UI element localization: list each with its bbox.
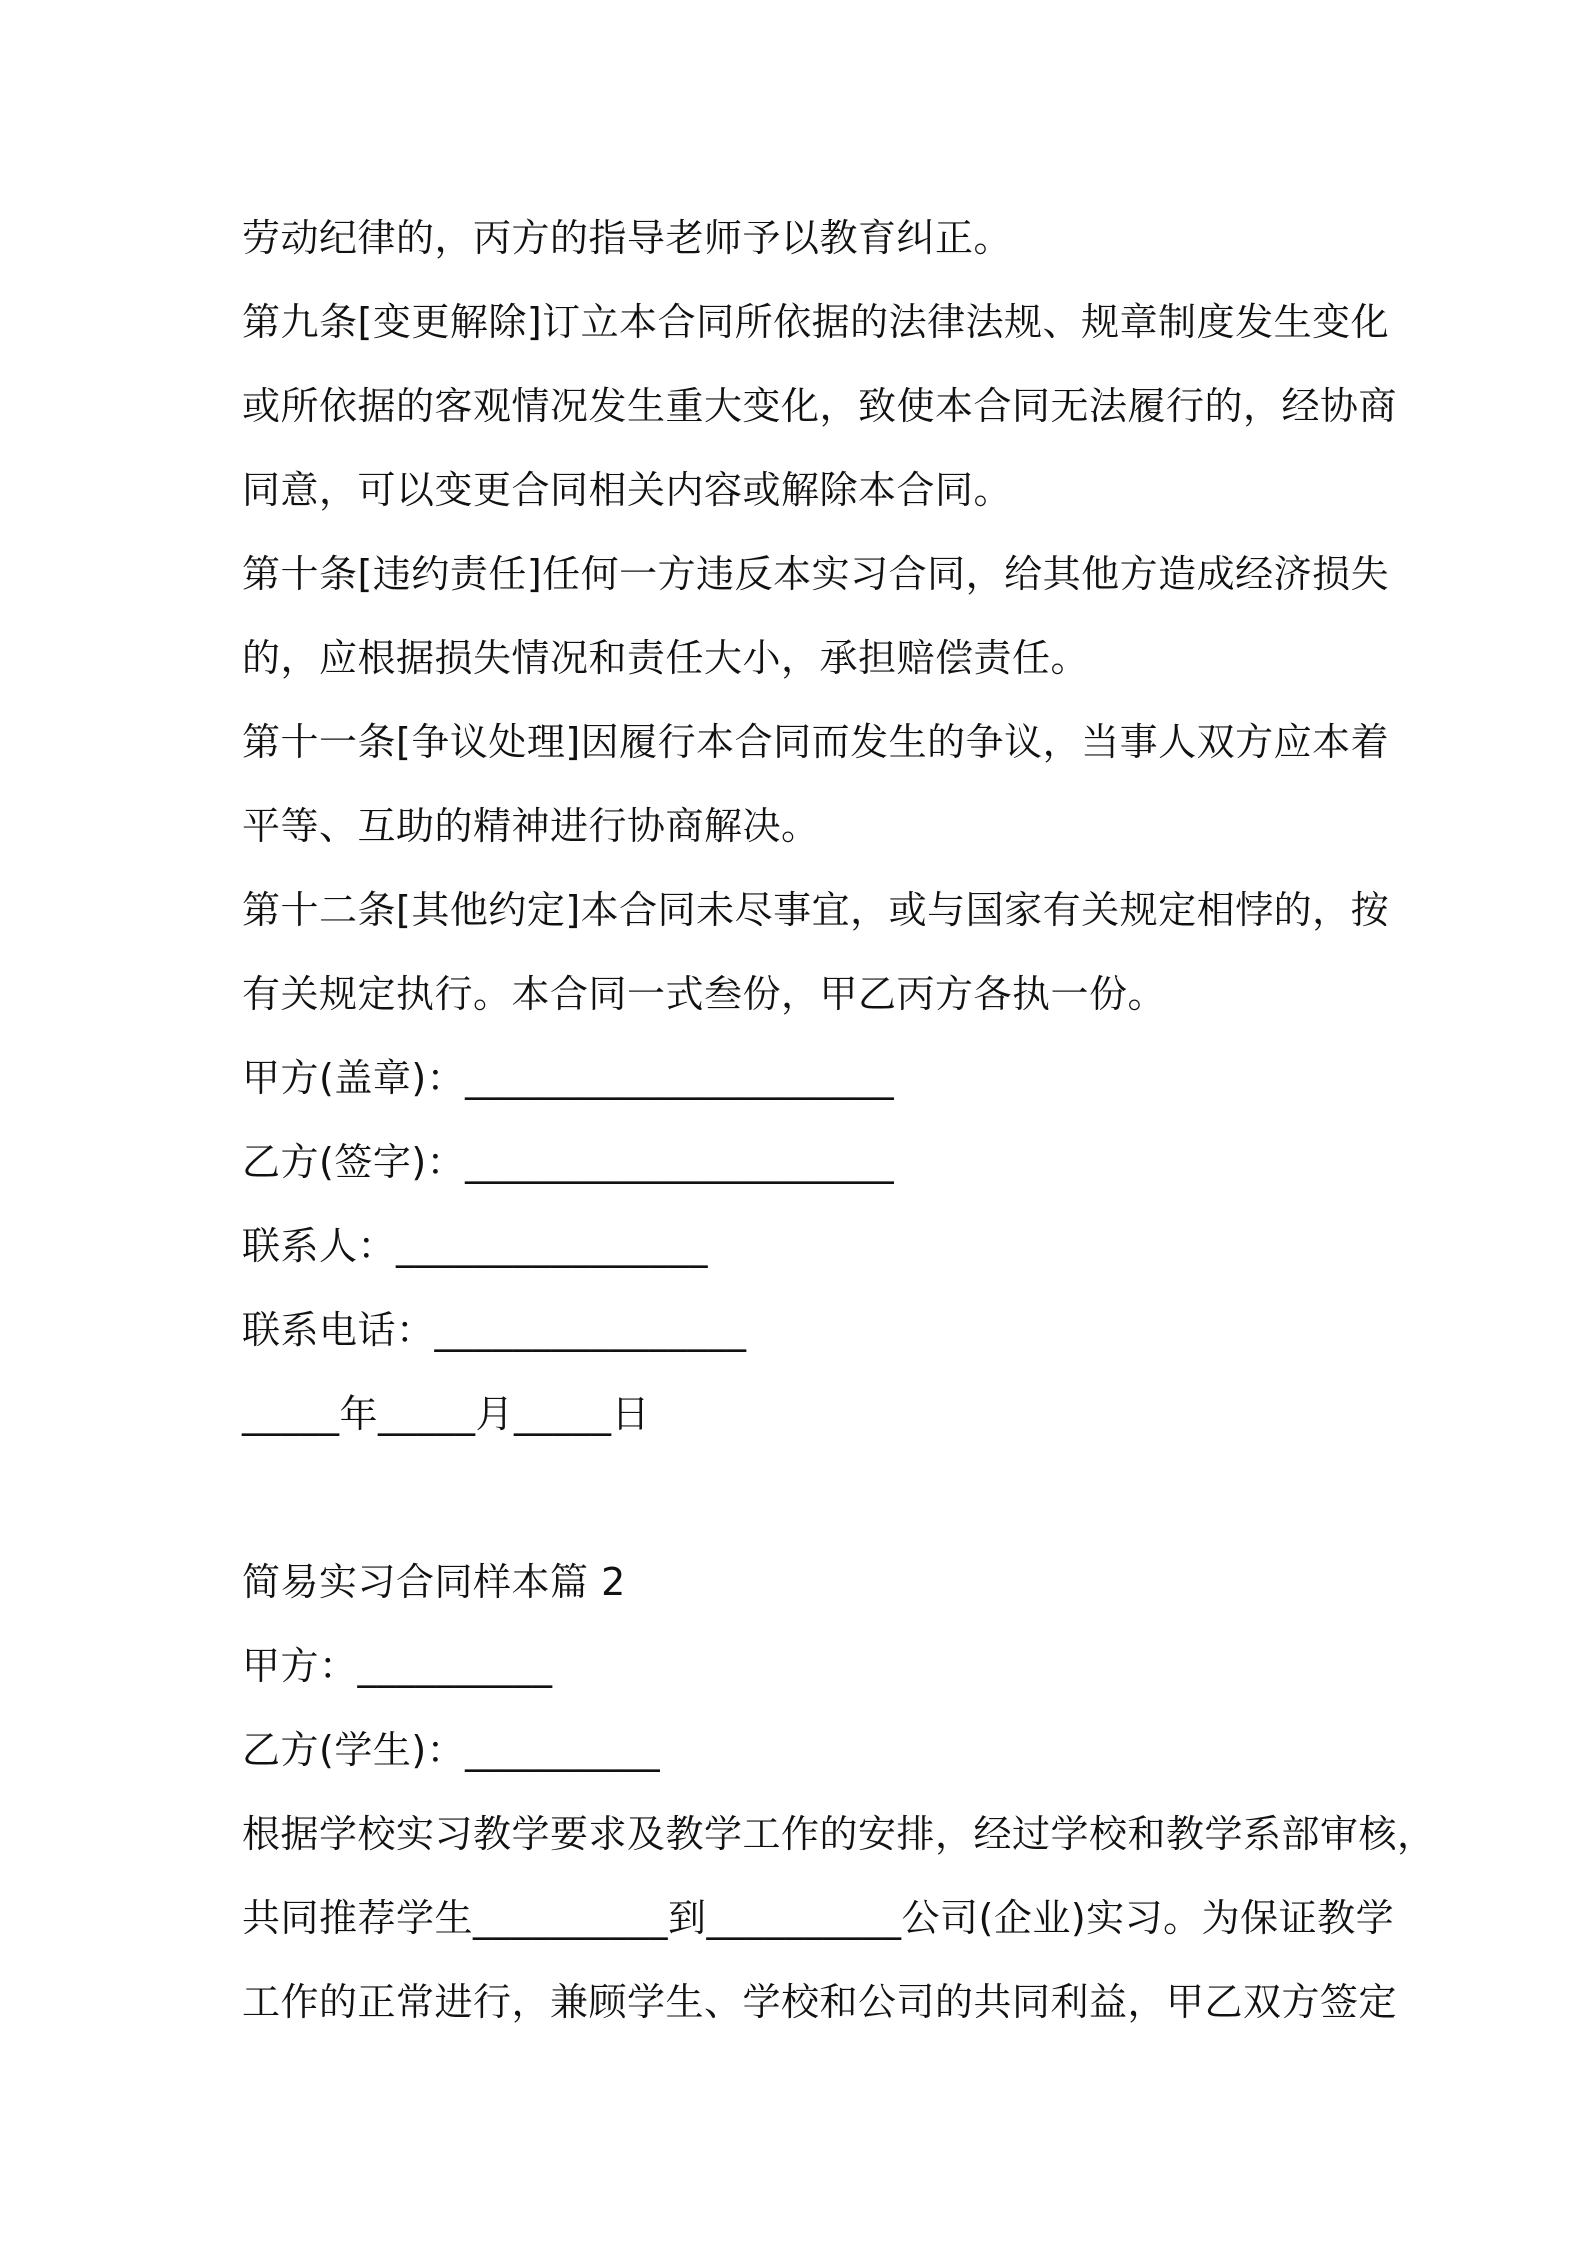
clause-12-line: 第十二条[其他约定]本合同未尽事宜，或与国家有关规定相悖的，按 (242, 888, 1390, 932)
text-line: 共同推荐学生__________到__________公司(企业)实习。为保证教学 (242, 1896, 1395, 1940)
section-title: 简易实习合同样本篇 2 (242, 1560, 626, 1604)
party-a-field: 甲方：__________ (242, 1644, 553, 1688)
party-b-signature-field: 乙方(签字)：______________________ (242, 1140, 895, 1184)
text-line: 根据学校实习教学要求及教学工作的安排，经过学校和教学系部审核， (242, 1812, 1436, 1856)
document-page (242, 196, 1436, 2044)
party-b-student-field: 乙方(学生)：__________ (242, 1728, 661, 1772)
text-line: 平等、互助的精神进行协商解决。 (242, 804, 820, 848)
contact-person-field: 联系人：________________ (242, 1224, 709, 1268)
text-line: 或所依据的客观情况发生重大变化，致使本合同无法履行的，经协商 (242, 384, 1398, 428)
party-a-seal-field: 甲方(盖章)：______________________ (242, 1056, 895, 1100)
clause-10-line: 第十条[违约责任]任何一方违反本实习合同，给其他方造成经济损失 (242, 552, 1390, 596)
text-line: 劳动纪律的，丙方的指导老师予以教育纠正。 (242, 216, 1013, 260)
text-line: 的，应根据损失情况和责任大小，承担赔偿责任。 (242, 636, 1090, 680)
clause-9-line: 第九条[变更解除]订立本合同所依据的法律法规、规章制度发生变化 (242, 300, 1390, 344)
text-line: 工作的正常进行，兼顾学生、学校和公司的共同利益，甲乙双方签定 (242, 1980, 1398, 2024)
text-line: 同意，可以变更合同相关内容或解除本合同。 (242, 468, 1013, 512)
clause-11-line: 第十一条[争议处理]因履行本合同而发生的争议，当事人双方应本着 (242, 720, 1390, 764)
contact-phone-field: 联系电话：________________ (242, 1308, 747, 1352)
text-line: 有关规定执行。本合同一式叁份，甲乙丙方各执一份。 (242, 972, 1167, 1016)
date-field: _____年_____月_____日 (242, 1392, 651, 1436)
section-spacer (242, 1456, 1372, 1540)
